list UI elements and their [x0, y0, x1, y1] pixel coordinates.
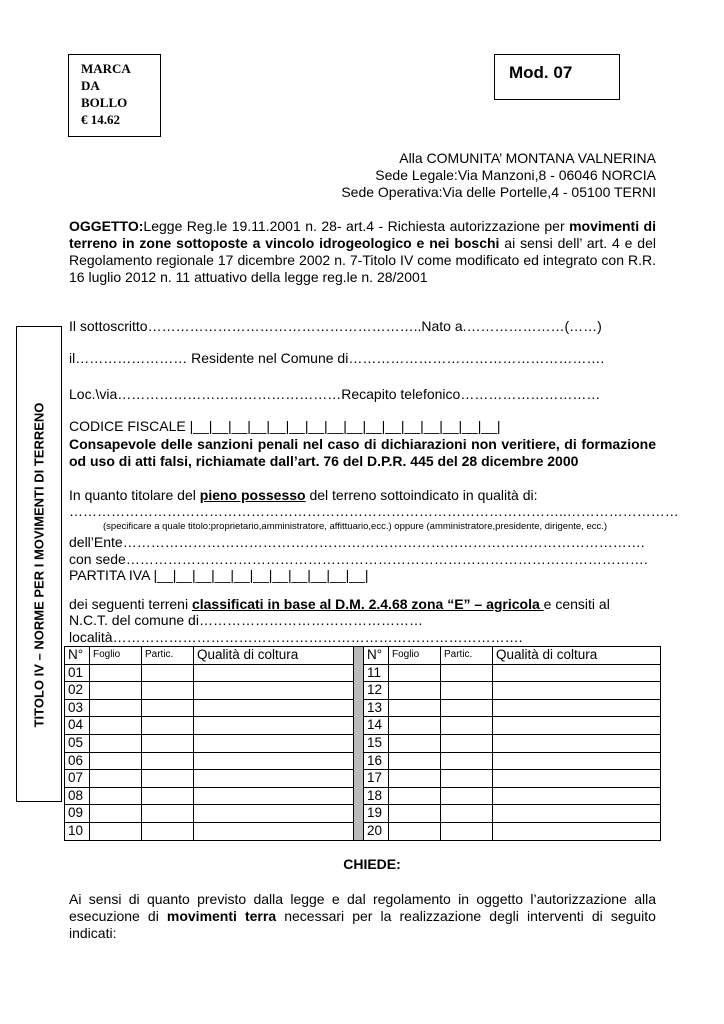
- row-number: 10: [65, 822, 90, 840]
- row-number: 13: [364, 699, 389, 717]
- foglio-cell[interactable]: [90, 770, 142, 788]
- qualita-cell[interactable]: [493, 770, 661, 788]
- titolare-underlined: pieno possesso: [199, 487, 306, 503]
- foglio-cell[interactable]: [389, 805, 441, 823]
- stamp-line: DA: [81, 78, 100, 93]
- foglio-cell[interactable]: [90, 752, 142, 770]
- partic-cell[interactable]: [441, 682, 493, 700]
- partic-cell[interactable]: [142, 822, 194, 840]
- partic-cell[interactable]: [142, 699, 194, 717]
- consapevole-paragraph: Consapevole delle sanzioni penali nel caso di dichiarazioni non veritiere, di formazione od uso di atti falsi, richiamate dall’art. 76 del D.P.R. 445 del 28 dicembre 2000: [69, 436, 656, 469]
- foglio-cell[interactable]: [389, 717, 441, 735]
- foglio-cell[interactable]: [90, 787, 142, 805]
- header-n: N°: [364, 647, 389, 665]
- row-number: 09: [65, 805, 90, 823]
- address-line-1: Alla COMUNITA’ MONTANA VALNERINA: [399, 150, 656, 166]
- row-number: 08: [65, 787, 90, 805]
- partic-cell[interactable]: [142, 664, 194, 682]
- partic-cell[interactable]: [441, 664, 493, 682]
- table-separator: [354, 647, 364, 841]
- row-number: 14: [364, 717, 389, 735]
- titolare-text-a: In quanto titolare del: [69, 487, 200, 503]
- partic-cell[interactable]: [441, 822, 493, 840]
- partic-cell[interactable]: [441, 752, 493, 770]
- foglio-cell[interactable]: [389, 664, 441, 682]
- foglio-cell[interactable]: [90, 682, 142, 700]
- row-number: 01: [65, 664, 90, 682]
- row-number: 12: [364, 682, 389, 700]
- row-number: 06: [65, 752, 90, 770]
- row-number: 16: [364, 752, 389, 770]
- row-number: 18: [364, 787, 389, 805]
- oggetto-bold: movimenti di terreno in zone sottoposte a vincolo idrogeologico e nei boschi: [69, 218, 656, 251]
- oggetto-label: OGGETTO:: [69, 218, 144, 234]
- qualita-cell[interactable]: [194, 805, 354, 823]
- qualita-cell[interactable]: [493, 752, 661, 770]
- terreni-text-c: e censiti al: [543, 596, 610, 612]
- partic-cell[interactable]: [441, 734, 493, 752]
- row-number: 02: [65, 682, 90, 700]
- row-number: 20: [364, 822, 389, 840]
- header-partic: Partic.: [441, 647, 493, 665]
- partic-cell[interactable]: [441, 805, 493, 823]
- residente-field[interactable]: il…………………… Residente nel Comune di……………………………………………….: [69, 350, 605, 366]
- qualita-cell[interactable]: [493, 717, 661, 735]
- final-text-c: necessari per la realizzazione degli interventi di seguito indicati:: [69, 908, 656, 941]
- qualita-field[interactable]: ……………………………………………………………………………………………..……………………: [69, 503, 679, 519]
- qualita-cell[interactable]: [493, 699, 661, 717]
- partic-cell[interactable]: [441, 787, 493, 805]
- terreni-text-a: dei seguenti terreni: [69, 596, 192, 612]
- partic-cell[interactable]: [142, 682, 194, 700]
- foglio-cell[interactable]: [389, 682, 441, 700]
- qualita-cell[interactable]: [194, 664, 354, 682]
- oggetto-text-1: Legge Reg.le 19.11.2001 n. 28- art.4 - Richiesta autorizzazione per: [143, 218, 565, 234]
- final-bold: movimenti terra: [166, 908, 277, 924]
- table-header-row: [65, 647, 661, 665]
- header-foglio: Foglio: [90, 647, 142, 665]
- model-number: Mod. 07: [509, 63, 573, 82]
- qualita-cell[interactable]: [493, 664, 661, 682]
- address-line-3: Sede Operativa:Via delle Portelle,4 - 05100 TERNI: [341, 184, 656, 200]
- row-number: 19: [364, 805, 389, 823]
- foglio-cell[interactable]: [389, 822, 441, 840]
- foglio-cell[interactable]: [389, 734, 441, 752]
- qualita-cell[interactable]: [493, 805, 661, 823]
- qualita-cell[interactable]: [493, 787, 661, 805]
- side-title: TITOLO IV – NORME PER I MOVIMENTI DI TERRENO: [31, 402, 47, 728]
- localita-field[interactable]: località…………………………………………………………………………….: [69, 629, 523, 645]
- address-line-2: Sede Legale:Via Manzoni,8 - 06046 NORCIA: [375, 167, 656, 183]
- partic-cell[interactable]: [142, 752, 194, 770]
- terreni-line: [69, 596, 610, 612]
- foglio-cell[interactable]: [389, 770, 441, 788]
- foglio-cell[interactable]: [389, 699, 441, 717]
- sottoscritto-field[interactable]: Il sottoscritto…………………………………………………..Nato a.…………………(……): [69, 318, 602, 334]
- foglio-cell[interactable]: [90, 699, 142, 717]
- stamp-line: BOLLO: [81, 95, 128, 110]
- ente-field[interactable]: dell’Ente………………………………………………………………………………………………….: [69, 534, 645, 550]
- header-qualita: Qualità di coltura: [493, 647, 661, 665]
- qualita-cell[interactable]: [194, 752, 354, 770]
- specificare-note: (specificare a quale titolo:proprietario,amministratore, affittuario,ecc.) oppure (amministratore,presidente, dirigente, ecc.): [103, 521, 608, 532]
- header-foglio: Foglio: [389, 647, 441, 665]
- row-number: 07: [65, 770, 90, 788]
- oggetto-text-2: ai sensi dell’ art. 4 e del Regolamento regionale 17 dicembre 2002 n. 7-Titolo IV come modificato ed integrato con R.R. 16 luglio 2012 n. 11 attuativo della legge reg.le n. 28/2001: [69, 235, 656, 285]
- row-number: 03: [65, 699, 90, 717]
- partic-cell[interactable]: [142, 787, 194, 805]
- foglio-cell[interactable]: [389, 752, 441, 770]
- qualita-cell[interactable]: [194, 717, 354, 735]
- nct-comune-field[interactable]: N.C.T. del comune di…………………………………………: [69, 612, 423, 628]
- foglio-cell[interactable]: [389, 787, 441, 805]
- terreni-table: [64, 646, 661, 841]
- qualita-cell[interactable]: [194, 787, 354, 805]
- row-number: 11: [364, 664, 389, 682]
- titolare-text-b: del terreno sottoindicato in qualità di:: [305, 487, 538, 503]
- qualita-cell[interactable]: [194, 699, 354, 717]
- header-n: N°: [65, 647, 90, 665]
- partic-cell[interactable]: [142, 805, 194, 823]
- qualita-cell[interactable]: [194, 682, 354, 700]
- foglio-cell[interactable]: [90, 664, 142, 682]
- foglio-cell[interactable]: [90, 805, 142, 823]
- row-number: 15: [364, 734, 389, 752]
- partic-cell[interactable]: [441, 699, 493, 717]
- qualita-cell[interactable]: [493, 682, 661, 700]
- final-paragraph: [69, 891, 656, 942]
- titolare-line: [69, 487, 538, 503]
- stamp-line: € 14.62: [81, 112, 120, 127]
- header-partic: Partic.: [142, 647, 194, 665]
- terreni-underlined: classificati in base al D.M. 2.4.68 zona “E” – agricola: [191, 596, 544, 612]
- partic-cell[interactable]: [142, 717, 194, 735]
- chiede-heading: CHIEDE:: [343, 856, 401, 872]
- sede-field[interactable]: con sede………………………………………………………………………………………………….: [69, 551, 648, 567]
- oggetto-paragraph: [69, 218, 656, 286]
- partic-cell[interactable]: [142, 770, 194, 788]
- row-number: 17: [364, 770, 389, 788]
- qualita-cell[interactable]: [194, 734, 354, 752]
- qualita-cell[interactable]: [194, 822, 354, 840]
- row-number: 05: [65, 734, 90, 752]
- row-number: 04: [65, 717, 90, 735]
- qualita-cell[interactable]: [493, 734, 661, 752]
- foglio-cell[interactable]: [90, 717, 142, 735]
- qualita-cell[interactable]: [493, 822, 661, 840]
- final-text-a: Ai sensi di quanto previsto dalla legge e dal regolamento in oggetto l’autorizzazione alla esecuzione di: [69, 891, 656, 924]
- qualita-cell[interactable]: [194, 770, 354, 788]
- side-title-box: [16, 326, 62, 802]
- foglio-cell[interactable]: [90, 734, 142, 752]
- partic-cell[interactable]: [142, 734, 194, 752]
- partic-cell[interactable]: [441, 717, 493, 735]
- foglio-cell[interactable]: [90, 822, 142, 840]
- stamp-line: MARCA: [81, 61, 131, 76]
- indirizzo-field[interactable]: Loc.\via…………………………………………Recapito telefonico…………………………: [69, 386, 601, 402]
- header-qualita: Qualità di coltura: [194, 647, 354, 665]
- partic-cell[interactable]: [441, 770, 493, 788]
- partita-iva-field[interactable]: PARTITA IVA |__|__|__|__|__|__|__|__|__|__|__|: [69, 567, 369, 583]
- codice-fiscale-field[interactable]: CODICE FISCALE |__|__|__|__|__|__|__|__|__|__|__|__|__|__|__|__|: [69, 418, 501, 434]
- marca-da-bollo-box: [68, 54, 161, 137]
- model-number-box: [494, 54, 620, 100]
